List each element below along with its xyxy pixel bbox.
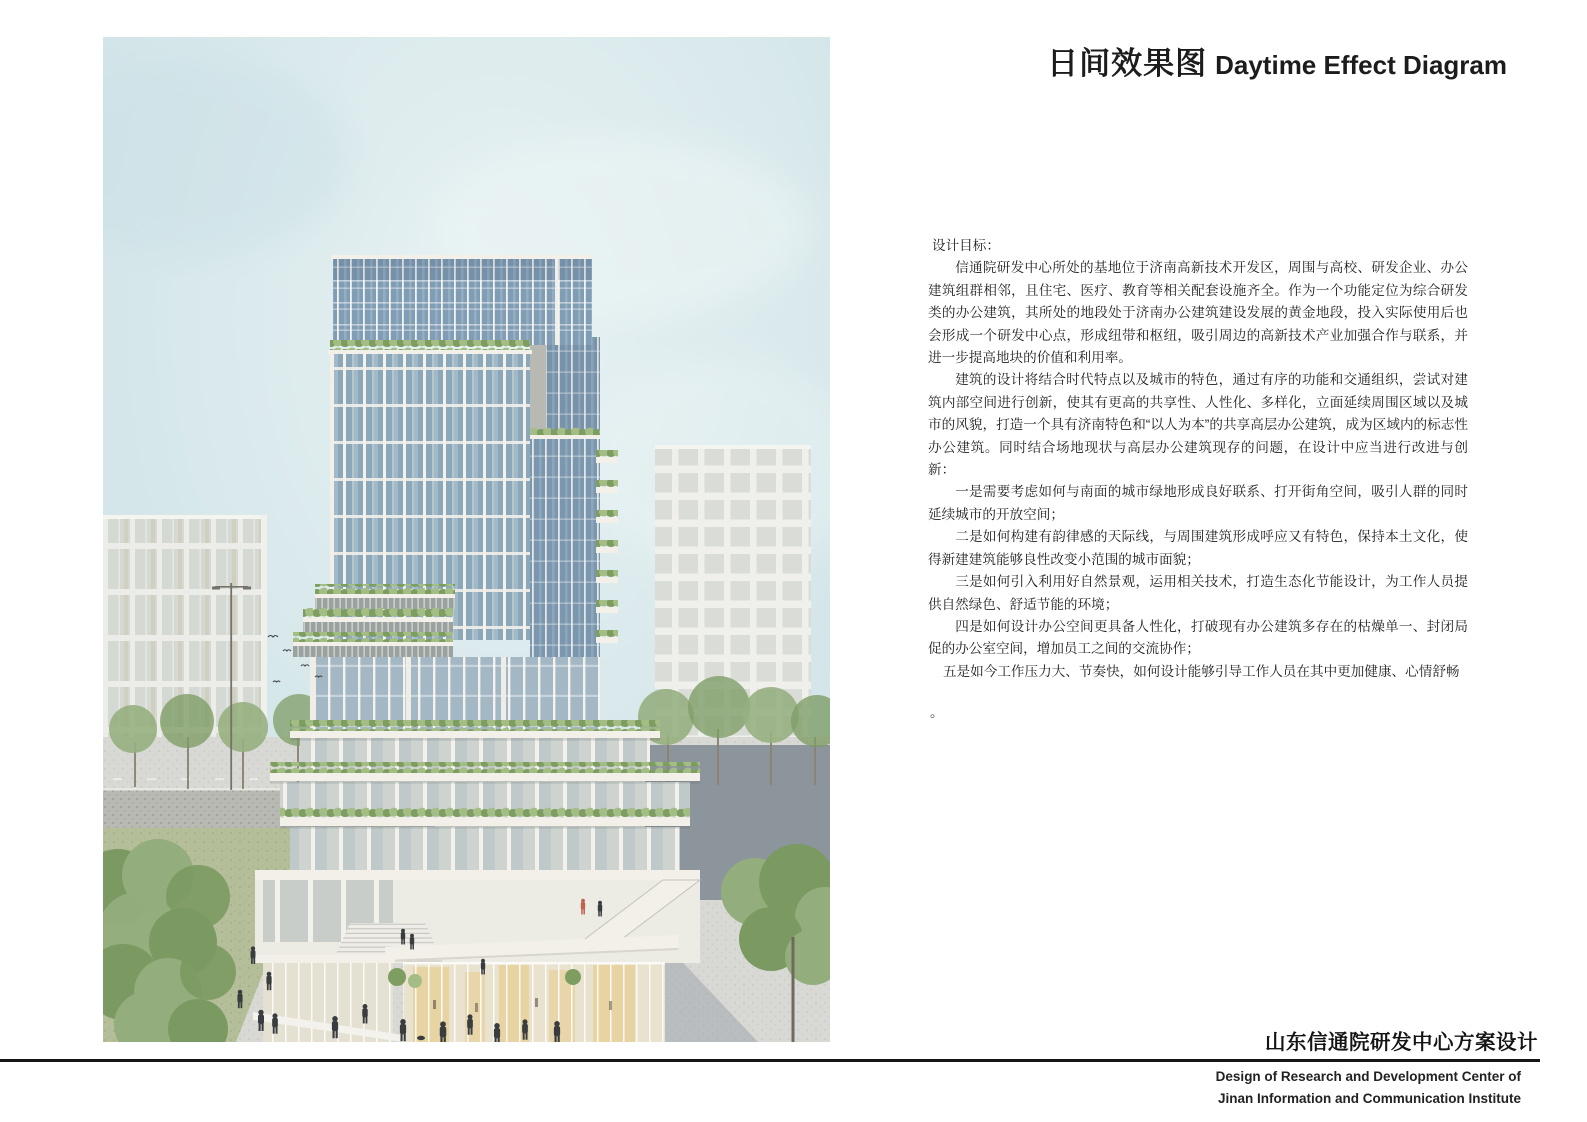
cascading-terraces	[293, 584, 455, 657]
design-brief-paragraph: 信通院研发中心所处的基地位于济南高新技术开发区，周围与高校、研发企业、办公建筑组群相邻，且住宅、医疗、教育等相关配套设施齐全。作为一个功能定位为综合研发类的办公建筑，其所处的地段处于济南办公建筑建设发展的黄金地段，投入实际使用后也会形成一个研发中心点，形成纽带和枢纽，吸引周边的高新技术产业加强合作与联系，并进一步提高地块的价值和利用率。	[928, 260, 1468, 366]
page-title	[1047, 38, 1507, 83]
page-title-en: Daytime Effect Diagram	[1215, 50, 1507, 80]
project-name-en-line2: Jinan Information and Communication Institute	[1217, 1090, 1521, 1106]
page-title-zh: 日间效果图	[1047, 46, 1208, 81]
design-brief-paragraph: 五是如今工作压力大、节奏快，如何设计能够引导工作人员在其中更加健康、心情舒畅	[942, 663, 1460, 679]
design-brief-paragraph: 四是如何设计办公空间更具备人性化，打破现有办公建筑多存在的枯燥单一、封闭局促的办公室空间，增加员工之间的交流协作；	[928, 618, 1468, 657]
daytime-rendering	[103, 37, 830, 1042]
design-brief	[928, 235, 1468, 725]
footer-rule	[0, 1059, 1540, 1062]
podium	[253, 870, 700, 1042]
design-brief-paragraph: 。	[930, 705, 944, 721]
terrace-slabs	[270, 720, 700, 870]
project-name-en	[1216, 1066, 1521, 1109]
project-name-en-line1: Design of Research and Development Center of	[1215, 1069, 1521, 1084]
design-brief-paragraph: 三是如何引入利用好自然景观，运用相关技术，打造生态化节能设计，为工作人员提供自然绿色、舒适节能的环境；	[928, 574, 1468, 612]
design-brief-paragraph: 一是需要考虑如何与南面的城市绿地形成良好联系、打开街角空间，吸引人群的同时延续城市的开放空间；	[928, 484, 1468, 522]
project-name-zh: 山东信通院研发中心方案设计	[1265, 1031, 1538, 1054]
design-brief-heading: 设计目标：	[932, 238, 1000, 253]
design-brief-paragraph: 二是如何构建有韵律感的天际线，与周围建筑形成呼应又有特色，保持本土文化，使得新建建筑能够良性改变小范围的城市面貌；	[928, 529, 1468, 567]
design-brief-paragraph: 建筑的设计将结合时代特点以及城市的特色，通过有序的功能和交通组织，尝试对建筑内部空间进行创新，使其有更高的共享性、人性化、多样化，立面延续周围区域以及城市的风貌，打造一个具有济南特色和“以人为本”的共享高层办公建筑，成为区域内的标志性办公建筑。同时结合场地现状与高层办公建筑现存的问题，在设计中应当进行改进与创新：	[928, 372, 1468, 478]
